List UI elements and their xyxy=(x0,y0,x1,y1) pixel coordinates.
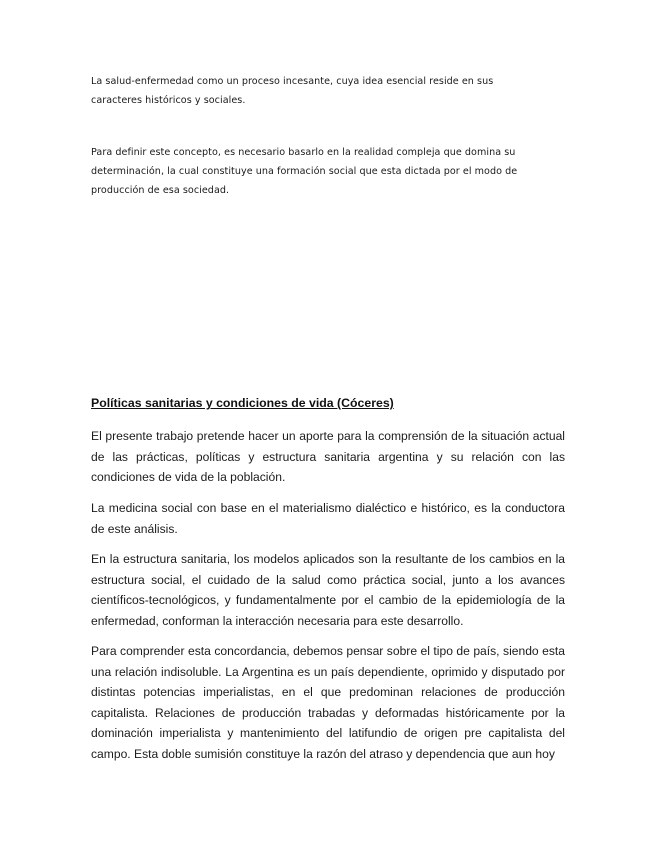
body-paragraph-3: En la estructura sanitaria, los modelos aplicados son la resultante de los cambios en la estructura social, el cuidado de la salud como práctica social, junto a los avances científicos-tecnológicos, y fundamentalmente por el cambio de la epidemiología de la enfermedad, conforman la interacción necesaria para este desarrollo. xyxy=(91,552,565,628)
body-paragraph-4: Para comprender esta concordancia, debemos pensar sobre el tipo de país, siendo esta una relación indisoluble. La Argentina es un país dependiente, oprimido y disputado por distintas potencias imperialistas, en el que predominan relaciones de producción capitalista. Relaciones de producción trabadas y deformadas históricamente por la dominación imperialista y mantenimiento del latifundio de origen pre capitalista del campo. Esta doble sumisión constituye la razón del atraso y dependencia que aun hoy xyxy=(91,644,565,761)
intro-paragraph-2: Para definir este concepto, es necesario basarlo en la realidad compleja que domina su determinación, la cual constituye una formación social que esta dictada por el modo de producción de esa sociedad. xyxy=(91,147,518,196)
body-paragraph-1: El presente trabajo pretende hacer un aporte para la comprensión de la situación actual de las prácticas, políticas y estructura sanitaria argentina y su relación con las condiciones de vida de la población. xyxy=(91,429,565,484)
intro-paragraph-1: La salud-enfermedad como un proceso incesante, cuya idea esencial reside en sus caracteres históricos y sociales. xyxy=(91,76,494,106)
section-heading: Políticas sanitarias y condiciones de vida (Cóceres) xyxy=(91,396,394,410)
body-paragraph-2: La medicina social con base en el materialismo dialéctico e histórico, es la conductora de este análisis. xyxy=(91,501,565,536)
